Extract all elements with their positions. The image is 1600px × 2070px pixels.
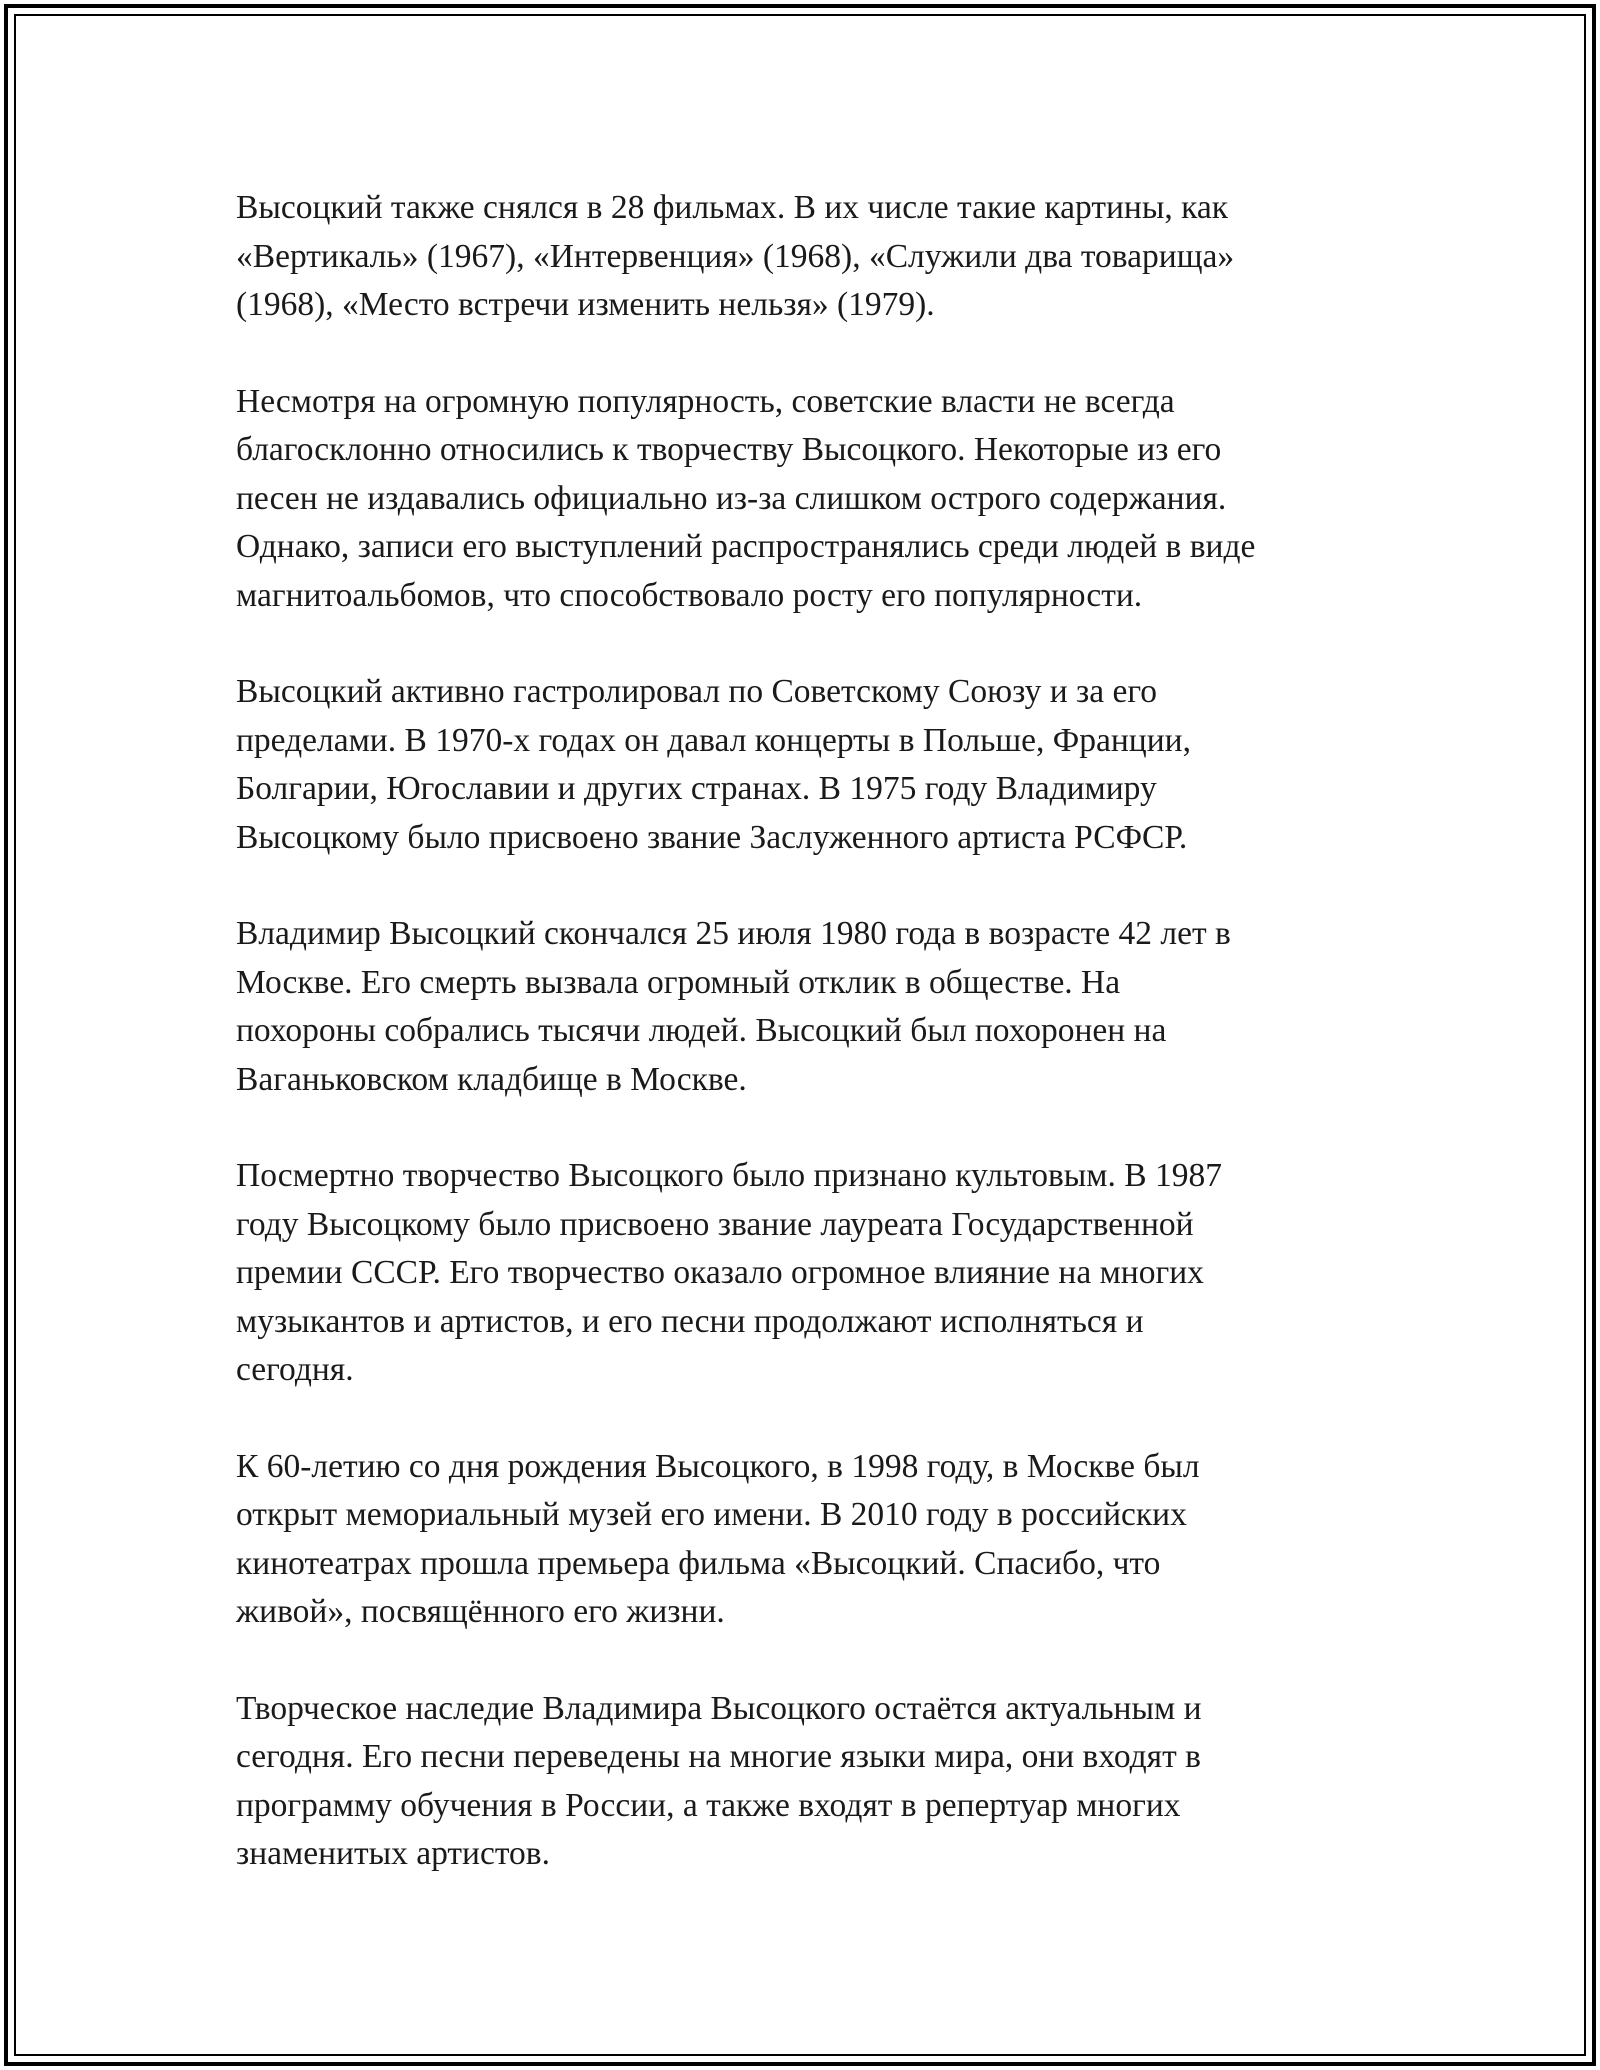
document-body (236, 184, 1376, 1927)
paragraph-filmography: Высоцкий также снялся в 28 фильмах. В их числе такие картины, как «Вертикаль» (1967), «Интервенция» (1968), «Служили два товарища» (1968), «Место встречи изменить нельзя» (1979). (236, 189, 1235, 323)
paragraph-death: Владимир Высоцкий скончался 25 июля 1980 года в возрасте 42 лет в Москве. Его смерть вызвала огромный отклик в обществе. На похороны собрались тысячи людей. Высоцкий был похоронен на Ваганьковском кладбище в Москве. (236, 915, 1231, 1098)
paragraph-legacy: Творческое наследие Владимира Высоцкого остаётся актуальным и сегодня. Его песни переведены на многие языки мира, они входят в программу обучения в России, а также входят в репертуар многих знаменитых артистов. (236, 1689, 1202, 1872)
paragraph-museum-and-film: К 60-летию со дня рождения Высоцкого, в 1998 году, в Москве был открыт мемориальный музей его имени. В 2010 году в российских кинотеатрах прошла премьера фильма «Высоцкий. Спасибо, что живой», посвящённого его жизни. (236, 1447, 1200, 1630)
paragraph-tours: Высоцкий активно гастролировал по Советскому Союзу и за его пределами. В 1970-х годах он давал концерты в Польше, Франции, Болгарии, Югославии и других странах. В 1975 году Владимиру Высоцкому было присвоено звание Заслуженного артиста РСФСР. (236, 673, 1191, 856)
paragraph-censorship: Несмотря на огромную популярность, советские власти не всегда благосклонно относились к творчеству Высоцкого. Некоторые из его песен не издавались официально из-за слишком острого содержания. Однако, записи его выступлений распространялись среди людей в виде магнитоальбомов, что способствовало росту его популярности. (236, 382, 1256, 614)
paragraph-posthumous-recognition: Посмертно творчество Высоцкого было признано культовым. В 1987 году Высоцкому было присвоено звание лауреата Государственной премии СССР. Его творчество оказало огромное влияние на многих музыкантов и артистов, и его песни продолжают исполняться и сегодня. (236, 1157, 1222, 1388)
